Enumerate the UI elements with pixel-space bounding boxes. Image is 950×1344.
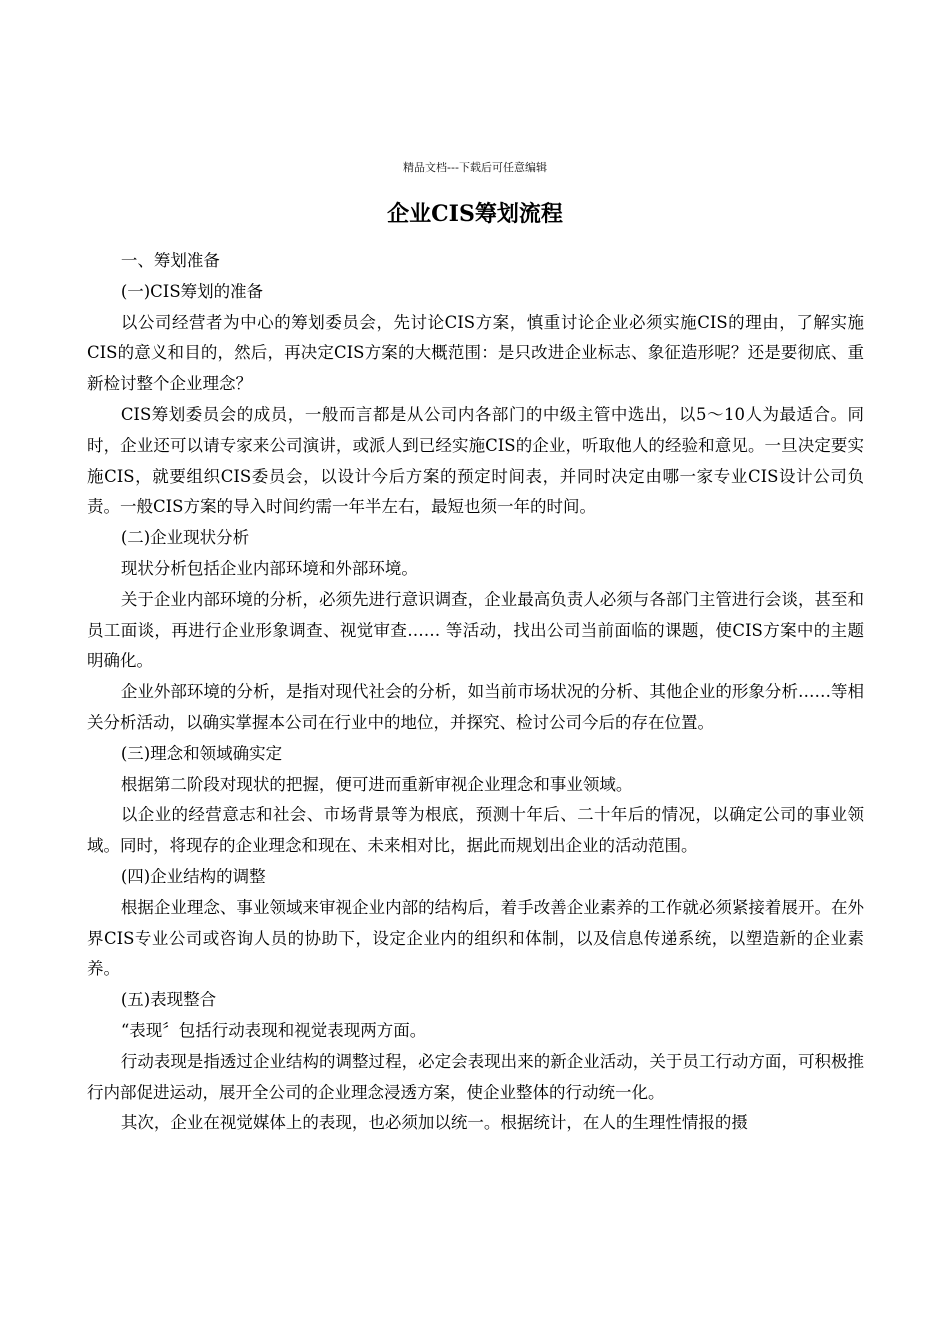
paragraph: 以企业的经营意志和社会、市场背景等为根底，预测十年后、二十年后的情况，以确定公司的事业领域。同时，将现存的企业理念和现在、未来相对比，据此而规划出企业的活动范围。 <box>87 805 864 856</box>
document-title: 企业CIS筹划流程 <box>387 201 563 227</box>
subsection-heading: (一)CIS筹划的准备 <box>120 281 264 301</box>
paragraph: 行动表现是指透过企业结构的调整过程，必定会表现出来的新企业活动，关于员工行动方面，可积极推行内部促进运动，展开全公司的企业理念浸透方案，使企业整体的行动统一化。 <box>87 1051 864 1102</box>
subsection-heading: (四)企业结构的调整 <box>120 866 266 886</box>
subsection-heading: (三)理念和领域确实定 <box>120 743 283 763</box>
paragraph: 现状分析包括企业内部环境和外部环境。 <box>120 558 418 578</box>
section-heading: 一、筹划准备 <box>120 251 220 270</box>
paragraph: 根据企业理念、事业领域来审视企业内部的结构后，着手改善企业素养的工作就必须紧接着展开。在外界CIS专业公司或咨询人员的协助下，设定企业内的组织和体制，以及信息传递系统，以塑造新的企业素养。 <box>87 897 864 979</box>
paragraph: 企业外部环境的分析，是指对现代社会的分析，如当前市场状况的分析、其他企业的形象分析……等相关分析活动，以确实掌握本公司在行业中的地位，并探究、检讨公司今后的存在位置。 <box>87 682 864 732</box>
paragraph: 其次，企业在视觉媒体上的表现，也必须加以统一。根据统计，在人的生理性情报的摄 <box>120 1113 748 1133</box>
paragraph: 关于企业内部环境的分析，必须先进行意识调查，企业最高负责人必须与各部门主管进行会谈，甚至和员工面谈，再进行企业形象调查、视觉审查…… 等活动，找出公司当前面临的课题，使CIS方案中的主题明确化。 <box>87 589 864 671</box>
paragraph: 根据第二阶段对现状的把握，便可进而重新审视企业理念和事业领域。 <box>120 774 633 794</box>
subsection-heading: (二)企业现状分析 <box>120 528 250 548</box>
paragraph: CIS筹划委员会的成员，一般而言都是从公司内各部门的中级主管中选出，以5～10人为最适合。同时，企业还可以请专家来公司演讲，或派人到已经实施CIS的企业，听取他人的经验和意见。一旦决定要实施CIS，就要组织CIS委员会，以设计今后方案的预定时间表，并同时决定由哪一家专业CIS设计公司负责。一般CIS方案的导入时间约需一年半左右，最短也须一年的时间。 <box>87 404 864 517</box>
header-note: 精品文档---下载后可任意编辑 <box>403 161 547 174</box>
subsection-heading: (五)表现整合 <box>120 990 217 1010</box>
document-body <box>87 246 864 1139</box>
paragraph: “表现〞包括行动表现和视觉表现两方面。 <box>120 1020 427 1040</box>
paragraph: 以公司经营者为中心的筹划委员会，先讨论CIS方案，慎重讨论企业必须实施CIS的理由，了解实施CIS的意义和目的，然后，再决定CIS方案的大概范围：是只改进企业标志、象征造形呢？还是要彻底、重新检讨整个企业理念？ <box>87 312 864 394</box>
